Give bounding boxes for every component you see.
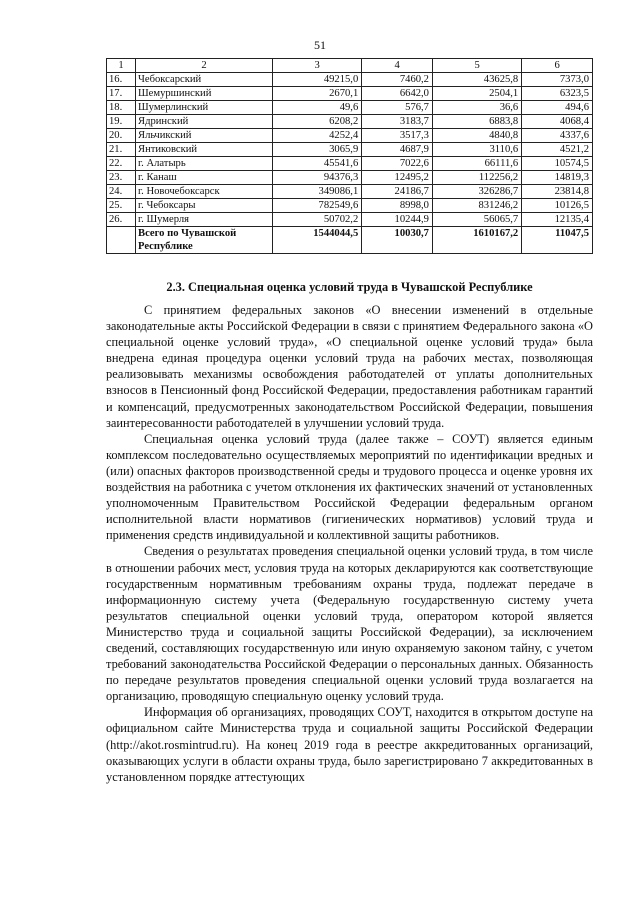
table-row (107, 185, 593, 199)
table-cell: 23814,8 (522, 185, 593, 199)
table-cell: 8998,0 (362, 199, 433, 213)
total-label-line: Республике (138, 241, 193, 252)
row-number: 17. (107, 87, 136, 101)
paragraph: Специальная оценка условий труда (далее также – СОУТ) является единым комплексом последовательно осуществляемых мероприятий по идентификации вредных и (или) опасных факторов производственной среды и трудового процесса и оценке уровня их воздействия на работника с учетом отклонения их фактических значений от установленных уполномоченным Правительством Российской Федерации федеральным органом исполнительной власти нормативов (гигиенических нормативов) условий труда и применения средств индивидуальной и коллективной защиты работников. (106, 431, 593, 543)
district-name: Шемуршинский (136, 87, 273, 101)
table-cell: 50702,2 (273, 213, 362, 227)
row-number: 22. (107, 157, 136, 171)
table-cell: 43625,8 (432, 73, 521, 87)
section-heading: 2.3. Специальная оценка условий труда в Чувашской Республике (166, 280, 533, 294)
table-cell: 349086,1 (273, 185, 362, 199)
district-name: Ядринский (136, 115, 273, 129)
table-row (107, 213, 593, 227)
total-cell: 1544044,5 (273, 227, 362, 254)
district-name: г. Канаш (136, 171, 273, 185)
table-cell: 112256,2 (432, 171, 521, 185)
district-name: Чебоксарский (136, 73, 273, 87)
table-row (107, 115, 593, 129)
total-label-line: Всего по Чувашской (138, 228, 237, 239)
table-row (107, 73, 593, 87)
table-cell: 3110,6 (432, 143, 521, 157)
row-number: 25. (107, 199, 136, 213)
row-number: 24. (107, 185, 136, 199)
table-total-row (107, 227, 593, 254)
total-label-cell (136, 227, 273, 254)
row-number: 18. (107, 101, 136, 115)
section-body (106, 302, 593, 785)
table-cell: 6883,8 (432, 115, 521, 129)
district-name: г. Алатырь (136, 157, 273, 171)
table-cell: 7022,6 (362, 157, 433, 171)
row-number: 21. (107, 143, 136, 157)
table-cell: 6208,2 (273, 115, 362, 129)
table-cell: 6323,5 (522, 87, 593, 101)
table-cell: 49,6 (273, 101, 362, 115)
table-cell: 66111,6 (432, 157, 521, 171)
table-cell: 3183,7 (362, 115, 433, 129)
table-cell: 94376,3 (273, 171, 362, 185)
paragraph: С принятием федеральных законов «О внесении изменений в отдельные законодательные акты Российской Федерации в связи с принятием Федерального закона «О специальной оценке условий труда», «О специальной оценке условий труда» была внедрена единая процедура оценки условий труда на рабочих местах, позволяющая реализовывать механизмы освобождения работодателей от уплаты дополнительных взносов в Пенсионный фонд Российской Федерации, предоставления работникам гарантий и компенсаций, предусмотренных законодательством Российской Федерации, повышения заинтересованности работодателей в улучшении условий труда. (106, 303, 593, 430)
district-name: Янтиковский (136, 143, 273, 157)
header-cell: 1 (107, 59, 136, 73)
district-name: Яльчикский (136, 129, 273, 143)
table-cell: 14819,3 (522, 171, 593, 185)
table-cell: 49215,0 (273, 73, 362, 87)
table-cell: 2670,1 (273, 87, 362, 101)
district-name: г. Новочебоксарск (136, 185, 273, 199)
table-cell: 7460,2 (362, 73, 433, 87)
table-cell: 12135,4 (522, 213, 593, 227)
table-cell: 576,7 (362, 101, 433, 115)
page-number: 51 (314, 38, 326, 52)
table-cell: 7373,0 (522, 73, 593, 87)
row-number: 20. (107, 129, 136, 143)
table-cell: 10574,5 (522, 157, 593, 171)
table-cell: 45541,6 (273, 157, 362, 171)
paragraph: Информация об организациях, проводящих СОУТ, находится в открытом доступе на официальном сайте Министерства труда и социальной защиты Российской Федерации (http://akot.rosmintrud.ru). На конец 2019 года в реестре аккредитованных организаций, оказывающих услуги в области охраны труда, было зарегистрировано 7 аккредитованных в установленном порядке аттестующих (106, 705, 593, 784)
row-number: 16. (107, 73, 136, 87)
table-cell: 56065,7 (432, 213, 521, 227)
table-cell: 2504,1 (432, 87, 521, 101)
total-cell: 10030,7 (362, 227, 433, 254)
table-header-row (107, 59, 593, 73)
statistics-table (106, 58, 593, 254)
table-cell: 4840,8 (432, 129, 521, 143)
table-row (107, 199, 593, 213)
header-cell: 2 (136, 59, 273, 73)
table-cell: 4337,6 (522, 129, 593, 143)
table-row (107, 143, 593, 157)
table-cell: 3065,9 (273, 143, 362, 157)
total-cell: 11047,5 (522, 227, 593, 254)
table-cell: 4687,9 (362, 143, 433, 157)
table-cell: 4521,2 (522, 143, 593, 157)
table-cell: 12495,2 (362, 171, 433, 185)
total-cell: 1610167,2 (432, 227, 521, 254)
row-number: 26. (107, 213, 136, 227)
table-cell: 6642,0 (362, 87, 433, 101)
header-cell: 5 (432, 59, 521, 73)
table-cell: 494,6 (522, 101, 593, 115)
table-row (107, 171, 593, 185)
header-cell: 3 (273, 59, 362, 73)
paragraph: Сведения о результатах проведения специальной оценки условий труда, в том числе в отношении рабочих мест, условия труда на которых декларируются как соответствующие государственным нормативным требованиям охраны труда, подлежат передаче в информационную систему учета (Федеральную государственную систему учета результатов специальной оценки условий труда, оператором которой является Министерство труда и социальной защиты Российской Федерации), за исключением сведений, составляющих государственную или иную охраняемую законом тайну, с учетом требований законодательства Российской Федерации о персональных данных. Обязанность по передаче результатов проведения специальной оценки условий труда возлагается на организацию, проводящую специальную оценку условий труда. (106, 544, 593, 704)
table-cell: 36,6 (432, 101, 521, 115)
table-cell: 24186,7 (362, 185, 433, 199)
header-cell: 4 (362, 59, 433, 73)
table-cell: 326286,7 (432, 185, 521, 199)
header-cell: 6 (522, 59, 593, 73)
table-cell: 782549,6 (273, 199, 362, 213)
table-row (107, 157, 593, 171)
table-cell: 3517,3 (362, 129, 433, 143)
district-name: г. Шумерля (136, 213, 273, 227)
row-number: 23. (107, 171, 136, 185)
table-row (107, 87, 593, 101)
table-cell: 831246,2 (432, 199, 521, 213)
district-name: г. Чебоксары (136, 199, 273, 213)
table-row (107, 129, 593, 143)
table-row (107, 101, 593, 115)
table-cell: 10244,9 (362, 213, 433, 227)
district-name: Шумерлинский (136, 101, 273, 115)
table-cell: 10126,5 (522, 199, 593, 213)
table-cell: 4252,4 (273, 129, 362, 143)
table-cell: 4068,4 (522, 115, 593, 129)
row-number: 19. (107, 115, 136, 129)
empty-cell (107, 227, 136, 254)
